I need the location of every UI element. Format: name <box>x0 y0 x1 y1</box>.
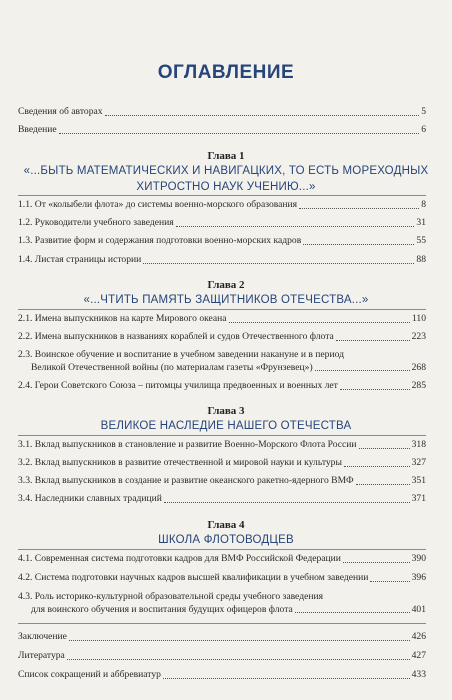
toc-page-number: 390 <box>411 553 426 564</box>
toc-page-number: 433 <box>411 669 426 680</box>
leader-dots <box>299 208 419 209</box>
leader-dots <box>59 133 420 134</box>
leader-dots <box>164 502 410 503</box>
leader-dots <box>303 244 414 245</box>
toc-entry-label: Сведения об авторах <box>18 106 103 117</box>
toc-entry[interactable] <box>18 349 426 374</box>
toc-page-number: 8 <box>421 199 426 210</box>
toc-entry-label: 1.2. Руководители учебного заведения <box>18 217 174 228</box>
chapter-title <box>0 163 452 195</box>
divider <box>18 195 426 196</box>
toc-page-number: 223 <box>411 331 426 342</box>
leader-dots <box>69 640 410 641</box>
toc-entry-label: 3.1. Вклад выпускников в становление и развитие Военно-Морского Флота России <box>18 439 357 450</box>
toc-entry[interactable] <box>18 313 426 326</box>
leader-dots <box>370 581 409 582</box>
chapter-title <box>0 292 452 308</box>
leader-dots <box>229 322 410 323</box>
chapter-title-line: «...БЫТЬ МАТЕМАТИЧЕСКИХ И НАВИГАЦКИХ, ТО ЕСТЬ МОРЕХОДНЫХ <box>23 165 429 177</box>
toc-page-number: 401 <box>411 603 426 615</box>
leader-dots <box>176 226 415 227</box>
toc-entry-label: Литература <box>18 650 65 661</box>
toc-entry[interactable] <box>18 199 426 212</box>
leader-dots <box>163 678 410 679</box>
toc-entry-literature[interactable] <box>18 650 426 663</box>
toc-page-number: 351 <box>411 475 426 486</box>
toc-page-number: 327 <box>411 457 426 468</box>
toc-entry[interactable] <box>18 217 426 230</box>
toc-entry[interactable] <box>18 380 426 393</box>
toc-entry-label-continued: Великой Отечественной войны (по материалам газеты «Фрунзевец») <box>31 361 313 373</box>
chapter-title <box>0 418 452 434</box>
leader-dots <box>295 612 410 613</box>
toc-entry[interactable] <box>18 331 426 344</box>
divider <box>18 435 426 436</box>
toc-page-number: 110 <box>411 313 426 324</box>
toc-entry-label: Список сокращений и аббревиатур <box>18 669 161 680</box>
leader-dots <box>143 263 414 264</box>
divider <box>18 549 426 550</box>
chapter-title-line: ВЕЛИКОЕ НАСЛЕДИЕ НАШЕГО ОТЕЧЕСТВА <box>100 420 352 432</box>
toc-entry-label: 1.4. Листая страницы истории <box>18 254 142 265</box>
toc-page-number: 427 <box>411 650 426 661</box>
toc-page-number: 371 <box>411 493 426 504</box>
toc-entry[interactable] <box>18 254 426 267</box>
chapter-title-line: ШКОЛА ФЛОТОВОДЦЕВ <box>158 534 294 546</box>
toc-entry-introduction[interactable] <box>18 124 426 137</box>
leader-dots <box>105 115 420 116</box>
toc-entry-label-continued: для воинского обучения и воспитания будущих офицеров флота <box>31 603 293 615</box>
toc-entry[interactable] <box>18 475 426 488</box>
toc-entry[interactable] <box>18 553 426 566</box>
toc-page-number: 6 <box>421 124 426 135</box>
toc-entry-label: 1.1. От «колыбели флота» до системы военно-морского образования <box>18 199 298 210</box>
chapter-number: Глава 3 <box>207 405 245 417</box>
toc-page-number: 396 <box>411 572 426 583</box>
page-title: ОГЛАВЛЕНИЕ <box>157 62 295 83</box>
toc-page-number: 31 <box>416 217 426 228</box>
divider <box>18 623 426 624</box>
toc-entry-label: 3.4. Наследники славных традиций <box>18 493 162 504</box>
toc-entry-label: 3.3. Вклад выпускников в создание и развитие океанского ракетно-ядерного ВМФ <box>18 475 354 486</box>
chapter-number: Глава 2 <box>207 279 245 291</box>
toc-page-number: 268 <box>411 361 426 373</box>
toc-entry-label: 4.1. Современная система подготовки кадров для ВМФ Российской Федерации <box>18 553 341 564</box>
toc-entry-label: 2.4. Герои Советского Союза – питомцы училища предвоенных и военных лет <box>18 380 338 391</box>
chapter-title-line: «...ЧТИТЬ ПАМЯТЬ ЗАЩИТНИКОВ ОТЕЧЕСТВА...» <box>83 294 369 306</box>
toc-entry[interactable] <box>18 457 426 470</box>
toc-page-number: 285 <box>411 380 426 391</box>
divider <box>18 309 426 310</box>
toc-page-number: 88 <box>416 254 426 265</box>
toc-entry[interactable] <box>18 235 426 248</box>
toc-entry-label: 4.2. Система подготовки научных кадров высшей квалификации в учебном заведении <box>18 572 369 583</box>
toc-page-number: 55 <box>416 235 426 246</box>
leader-dots <box>340 389 410 390</box>
chapter-title-line: ХИТРОСТНО НАУК УЧЕНИЮ...» <box>136 181 316 193</box>
toc-entry-label: 2.1. Имена выпускников на карте Мирового океана <box>18 313 227 324</box>
toc-page-number: 5 <box>421 106 426 117</box>
toc-entry-label: 2.2. Имена выпускников в названиях кораблей и судов Отечественного флота <box>18 331 334 342</box>
toc-entry-abbreviations[interactable] <box>18 669 426 682</box>
toc-entry[interactable] <box>18 493 426 506</box>
leader-dots <box>343 562 410 563</box>
toc-entry-label: 3.2. Вклад выпускников в развитие отечественной и мировой науки и культуры <box>18 457 342 468</box>
toc-entry-label: Введение <box>18 124 57 135</box>
toc-entry-label: 2.3. Воинское обучение и воспитание в учебном заведении накануне и в период <box>18 349 344 360</box>
leader-dots <box>336 340 410 341</box>
leader-dots <box>356 484 410 485</box>
chapter-number: Глава 4 <box>207 519 245 531</box>
toc-page-number: 318 <box>411 439 426 450</box>
toc-entry-label: 4.3. Роль историко-культурной образовательной среды учебного заведения <box>18 591 324 602</box>
toc-entry-authors[interactable] <box>18 106 426 119</box>
toc-entry[interactable] <box>18 591 426 616</box>
toc-entry[interactable] <box>18 439 426 452</box>
chapter-number: Глава 1 <box>207 150 245 162</box>
toc-entry-conclusion[interactable] <box>18 631 426 644</box>
chapter-title <box>0 532 452 548</box>
leader-dots <box>67 659 410 660</box>
leader-dots <box>344 466 410 467</box>
leader-dots <box>315 370 410 371</box>
toc-page-number: 426 <box>411 631 426 642</box>
toc-entry-label: Заключение <box>18 631 67 642</box>
toc-entry-label: 1.3. Развитие форм и содержания подготовки военно-морских кадров <box>18 235 302 246</box>
leader-dots <box>359 448 410 449</box>
toc-entry[interactable] <box>18 572 426 585</box>
